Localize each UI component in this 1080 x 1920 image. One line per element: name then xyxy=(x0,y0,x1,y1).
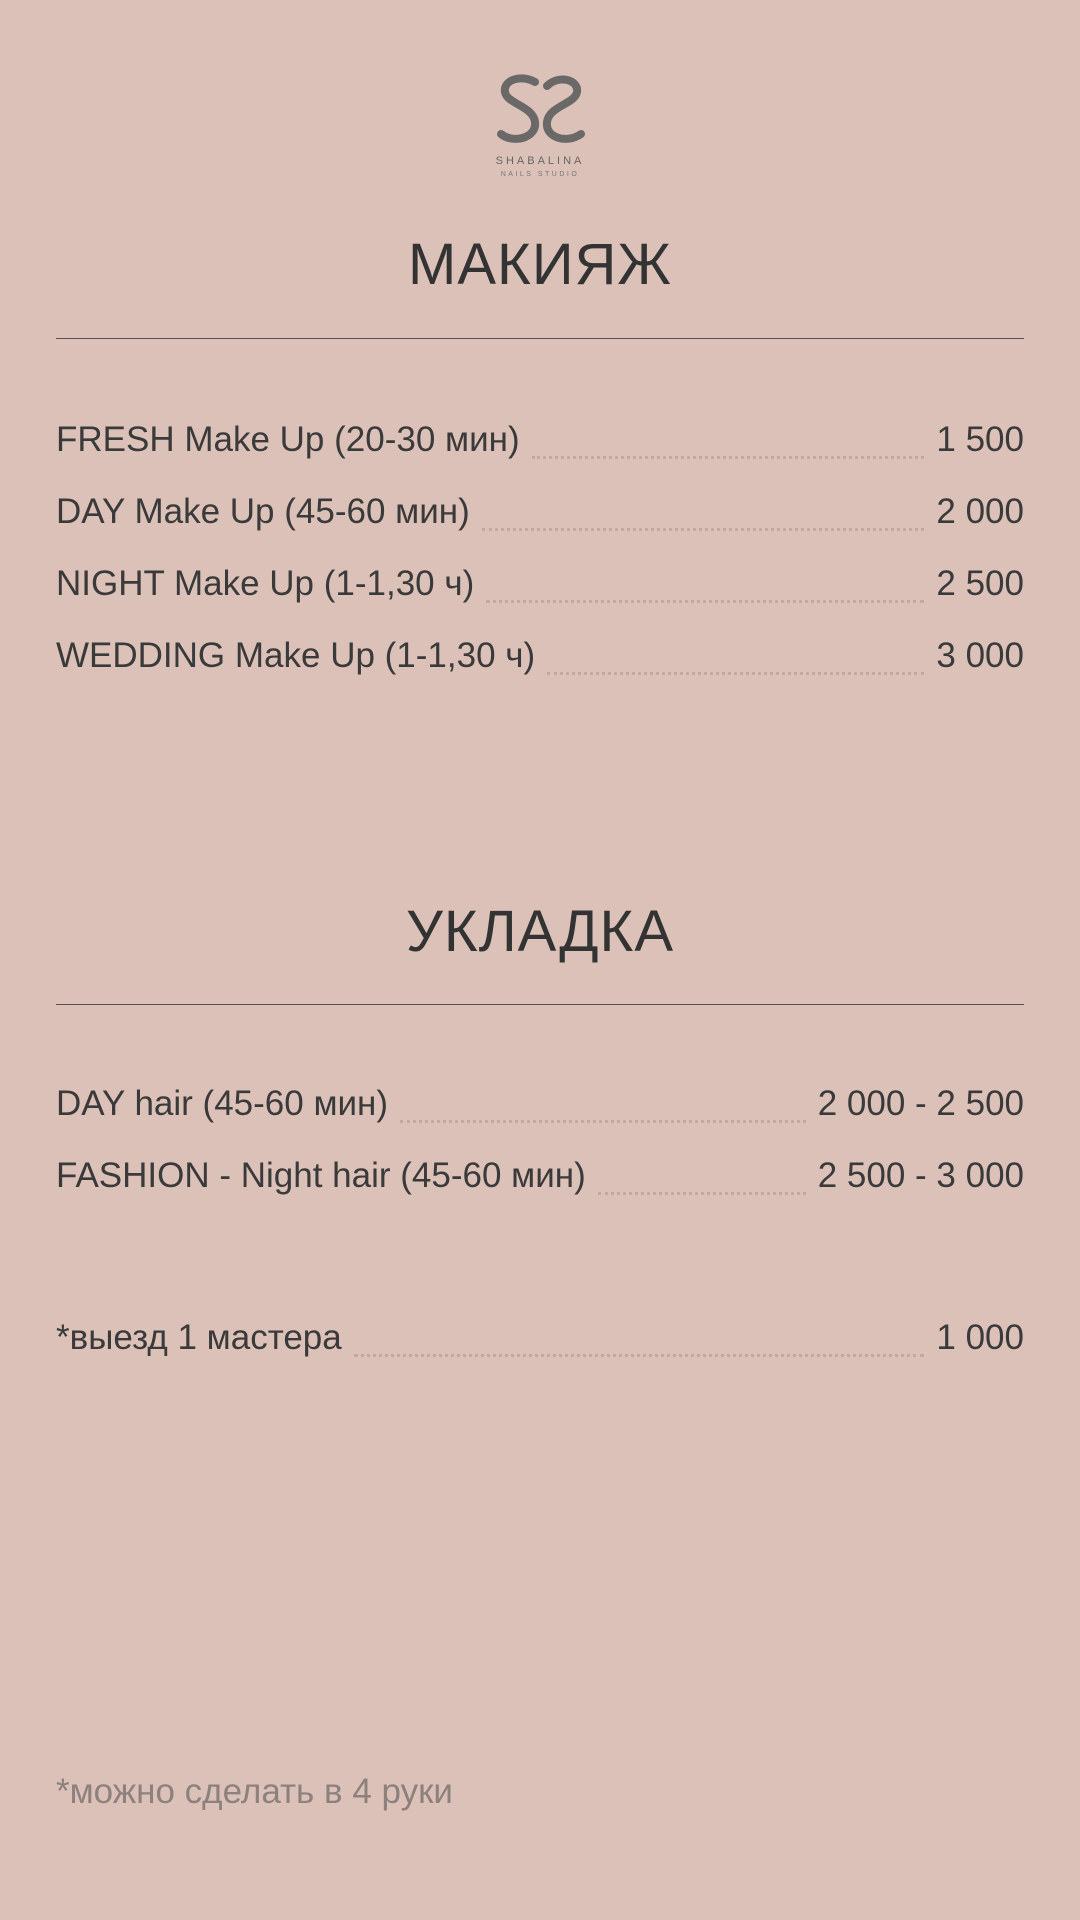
service-price: 2 500 - 3 000 xyxy=(817,1156,1024,1195)
service-name: *выезд 1 мастера xyxy=(56,1318,342,1357)
service-price: 1 500 xyxy=(936,420,1024,459)
dot-leader xyxy=(482,528,925,531)
service-name: FRESH Make Up (20-30 мин) xyxy=(56,420,520,459)
styling-section-title: УКЛАДКА xyxy=(405,899,675,964)
dot-leader xyxy=(598,1192,806,1195)
travel-fee-row xyxy=(56,1316,1024,1360)
service-name: DAY hair (45-60 мин) xyxy=(56,1084,389,1123)
service-price: 3 000 xyxy=(936,636,1024,675)
studio-logo xyxy=(0,70,1080,178)
service-name: WEDDING Make Up (1-1,30 ч) xyxy=(56,636,536,675)
price-row xyxy=(56,562,1024,606)
makeup-divider xyxy=(56,338,1024,339)
dot-leader xyxy=(486,600,924,603)
styling-divider xyxy=(56,1004,1024,1005)
service-price: 2 500 xyxy=(936,564,1024,603)
dot-leader xyxy=(400,1120,806,1123)
service-price: 1 000 xyxy=(936,1318,1024,1357)
logo-name: SHABALINA xyxy=(495,155,585,167)
price-row xyxy=(56,634,1024,678)
dot-leader xyxy=(547,672,924,675)
dot-leader xyxy=(532,456,925,459)
service-price: 2 000 xyxy=(936,492,1024,531)
price-row xyxy=(56,1154,1024,1198)
service-price: 2 000 - 2 500 xyxy=(817,1084,1024,1123)
service-name: FASHION - Night hair (45-60 мин) xyxy=(56,1156,586,1195)
price-row xyxy=(56,490,1024,534)
footnote: *можно сделать в 4 руки xyxy=(56,1772,453,1811)
price-row xyxy=(56,1082,1024,1126)
makeup-section-title: МАКИЯЖ xyxy=(408,232,672,297)
price-row xyxy=(56,418,1024,462)
service-name: NIGHT Make Up (1-1,30 ч) xyxy=(56,564,475,603)
service-name: DAY Make Up (45-60 мин) xyxy=(56,492,470,531)
logo-subtitle: NAILS STUDIO xyxy=(500,171,580,178)
dot-leader xyxy=(354,1354,925,1357)
ss-monogram-icon xyxy=(495,70,585,150)
